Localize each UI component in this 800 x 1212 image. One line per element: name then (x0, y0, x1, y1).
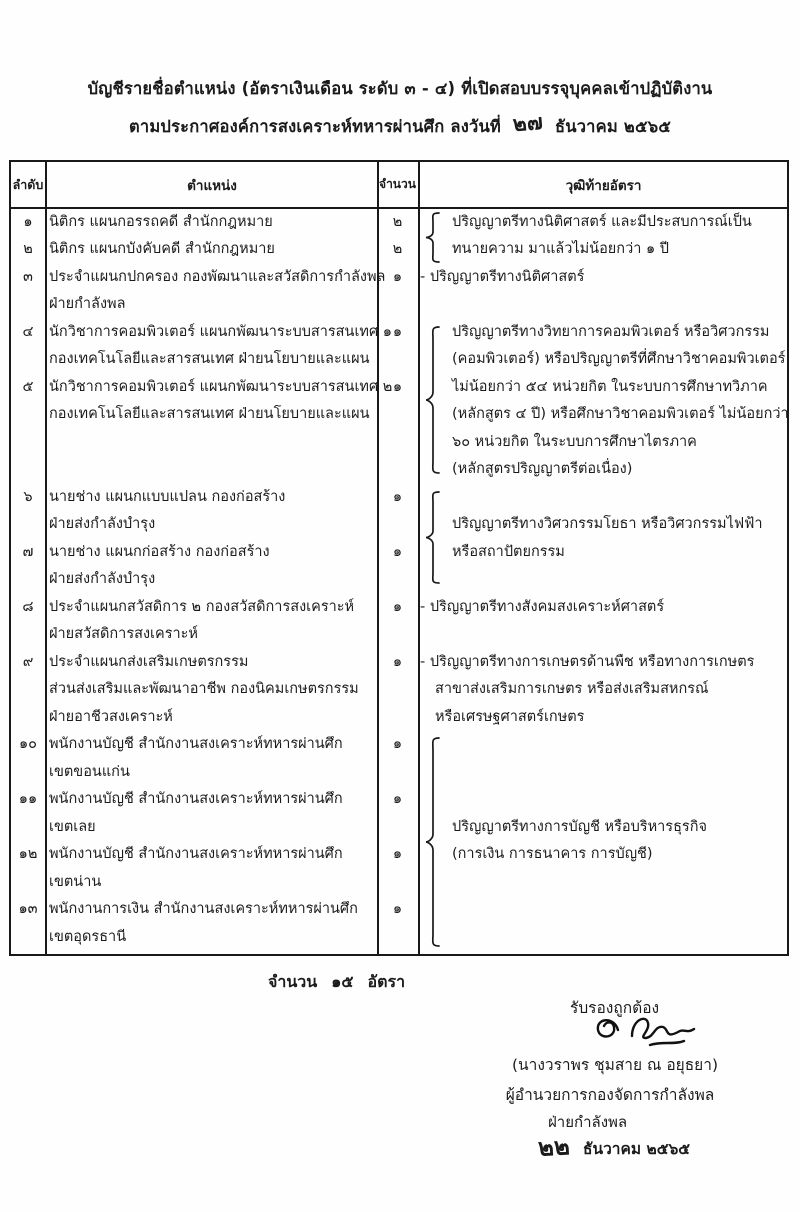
position-line: พนักงานการเงิน สำนักงานสงเคราะห์ทหารผ่านศึก (49, 901, 358, 917)
position-line: ประจำแผนกปกครอง กองพัฒนาและสวัสดิการกำลังพล (49, 269, 386, 285)
qualification-line: ปริญญาตรีทางการบัญชี หรือบริหารธุรกิจ (452, 819, 707, 835)
doc-title-line2 (0, 109, 800, 142)
position-line: พนักงานบัญชี สำนักงานสงเคราะห์ทหารผ่านศึก (49, 736, 343, 752)
table-body (11, 209, 787, 954)
position-line: เขตน่าน (49, 874, 102, 890)
position-line: ส่วนส่งเสริมและพัฒนาอาชีพ กองนิคมเกษตรกรรม (49, 681, 359, 697)
total-unit: อัตรา (367, 972, 406, 991)
position-line: กองเทคโนโลยีและสารสนเทศ ฝ่ายนโยบายและแผน (49, 406, 370, 422)
row-number: ๕ (22, 379, 34, 395)
positions-table (9, 160, 789, 956)
qualification-line: ปริญญาตรีทางวิทยาการคอมพิวเตอร์ หรือวิศวกรรม (452, 324, 770, 340)
doc-title-line2-prefix: ตามประกาศองค์การสงเคราะห์ทหารผ่านศึก ลงวันที่ (128, 117, 502, 136)
position-line: นายช่าง แผนกแบบแปลน กองก่อสร้าง (49, 489, 286, 505)
position-line: พนักงานบัญชี สำนักงานสงเคราะห์ทหารผ่านศึก (49, 846, 343, 862)
position-line: ฝ่ายสวัสดิการสงเคราะห์ (49, 626, 198, 642)
position-line: ฝ่ายกำลังพล (49, 296, 126, 312)
qualification-line: - ปริญญาตรีทางนิติศาสตร์ (420, 269, 585, 285)
doc-title-line1: บัญชีรายชื่อตำแหน่ง (อัตราเงินเดือน ระดับ ๓ - ๔) ที่เปิดสอบบรรจุบุคคลเข้าปฏิบัติงาน (87, 79, 713, 98)
position-line: เขตเลย (49, 819, 96, 835)
signed-date-line (538, 1126, 690, 1165)
qualification-line: - ปริญญาตรีทางสังคมสงเคราะห์ศาสตร์ (420, 599, 665, 615)
row-number: ๓ (23, 269, 33, 285)
header-cell-qualification: วุฒิท้ายอัตรา (565, 177, 642, 194)
position-line: ฝ่ายอาชีวสงเคราะห์ (49, 709, 173, 725)
qualification-line: ปริญญาตรีทางวิศวกรรมโยธา หรือวิศวกรรมไฟฟ้า (452, 516, 763, 532)
position-line: นักวิชาการคอมพิวเตอร์ แผนกพัฒนาระบบสารสนเทศ ๒ (49, 379, 393, 395)
row-number: ๑๒ (18, 846, 38, 862)
handwritten-signed-day: ๒๒ (537, 1132, 571, 1162)
qualification-line: (หลักสูตรปริญญาตรีต่อเนื่อง) (452, 461, 633, 477)
row-number: ๗ (22, 544, 34, 560)
position-line: พนักงานบัญชี สำนักงานสงเคราะห์ทหารผ่านศึก (49, 791, 343, 807)
qualification-line: ไม่น้อยกว่า ๕๔ หน่วยกิต ในระบบการศึกษาทวิภาค (452, 379, 768, 395)
row-number: ๘ (22, 599, 34, 615)
grouping-brace-icon (423, 211, 443, 264)
grouping-brace-icon (423, 325, 443, 475)
signer-name: (นางวราพร ชุมสาย ณ อยุธยา) (511, 1056, 719, 1074)
grouping-brace-icon (423, 490, 443, 585)
total-label: จำนวน (268, 972, 318, 991)
position-line: ฝ่ายส่งกำลังบำรุง (49, 516, 156, 532)
count-value: ๑ (392, 654, 403, 670)
row-number: ๒ (23, 241, 33, 257)
qualification-line: หรือเศรษฐศาสตร์เกษตร (435, 709, 585, 725)
qualification-line: ปริญญาตรีทางนิติศาสตร์ และมีประสบการณ์เป็น (452, 214, 752, 230)
qualification-line: - ปริญญาตรีทางการเกษตรด้านพืช หรือทางการเกษตร (420, 654, 755, 670)
qualification-line: หรือสถาปัตยกรรม (452, 544, 565, 560)
count-value: ๑ (392, 736, 403, 752)
certification-label: รับรองถูกต้อง (570, 999, 660, 1017)
header-cell-position: ตำแหน่ง (187, 177, 237, 194)
count-value: ๑ (392, 489, 403, 505)
position-line: ประจำแผนกส่งเสริมเกษตรกรรม (49, 654, 249, 670)
qualification-line: (คอมพิวเตอร์) หรือปริญญาตรีที่ศึกษาวิชาคอมพิวเตอร์ (452, 351, 786, 367)
count-value: ๑ (392, 324, 403, 340)
count-value: ๑ (392, 269, 403, 285)
qualification-line: (หลักสูตร ๔ ปี) หรือศึกษาวิชาคอมพิวเตอร์ ไม่น้อยกว่า (452, 406, 789, 422)
handwritten-announcement-day: ๒๗ (511, 109, 544, 137)
row-number: ๖ (23, 489, 33, 505)
count-value: ๑ (392, 379, 403, 395)
row-number: ๑ (23, 214, 33, 230)
total-value: ๑๕ (331, 972, 354, 991)
doc-title-line2-suffix: ธันวาคม ๒๕๖๕ (554, 117, 672, 136)
row-number: ๑๑ (18, 791, 38, 807)
row-number: ๙ (22, 654, 34, 670)
qualification-line: (การเงิน การธนาคาร การบัญชี) (452, 846, 653, 862)
row-number: ๔ (22, 324, 34, 340)
qualification-line: ๖๐ หน่วยกิต ในระบบการศึกษาไตรภาค (452, 434, 697, 450)
signed-date-rest: ธันวาคม ๒๕๖๕ (583, 1140, 691, 1158)
count-value: ๑ (392, 846, 403, 862)
count-value: ๑ (392, 901, 403, 917)
header-cell-count: จำนวน (379, 177, 416, 191)
position-line: นิติกร แผนกอรรถคดี สำนักกฎหมาย (49, 214, 273, 230)
position-line: กองเทคโนโลยีและสารสนเทศ ฝ่ายนโยบายและแผน (49, 351, 370, 367)
count-value: ๑ (392, 791, 403, 807)
qualification-line: สาขาส่งเสริมการเกษตร หรือส่งเสริมสหกรณ์ (435, 681, 709, 697)
qualification-line: ทนายความ มาแล้วไม่น้อยกว่า ๑ ปี (452, 241, 669, 257)
position-line: เขตขอนแก่น (49, 764, 130, 780)
position-line: เขตอุดรธานี (49, 929, 127, 945)
position-line: นายช่าง แผนกก่อสร้าง กองก่อสร้าง (49, 544, 270, 560)
count-value: ๑ (392, 544, 403, 560)
count-value: ๒ (392, 214, 403, 230)
signer-title: ผู้อำนวยการกองจัดการกำลังพล (505, 1086, 715, 1104)
position-line: ฝ่ายส่งกำลังบำรุง (49, 571, 156, 587)
grouping-brace-icon (423, 736, 443, 948)
position-line: นักวิชาการคอมพิวเตอร์ แผนกพัฒนาระบบสารสนเทศ ๑ (49, 324, 392, 340)
signature-scribble (588, 1008, 706, 1050)
row-number: ๑๐ (18, 736, 38, 752)
position-line: ประจำแผนกสวัสดิการ ๒ กองสวัสดิการสงเคราะห์ (49, 599, 355, 615)
position-line: นิติกร แผนกบังคับคดี สำนักกฎหมาย (49, 241, 275, 257)
signer-department: ฝ่ายกำลังพล (548, 1113, 628, 1131)
row-number: ๑๓ (18, 901, 38, 917)
count-value: ๒ (392, 241, 403, 257)
count-value: ๑ (392, 599, 403, 615)
total-positions-line (268, 970, 419, 995)
header-cell-no: ลำดับ (12, 176, 44, 192)
